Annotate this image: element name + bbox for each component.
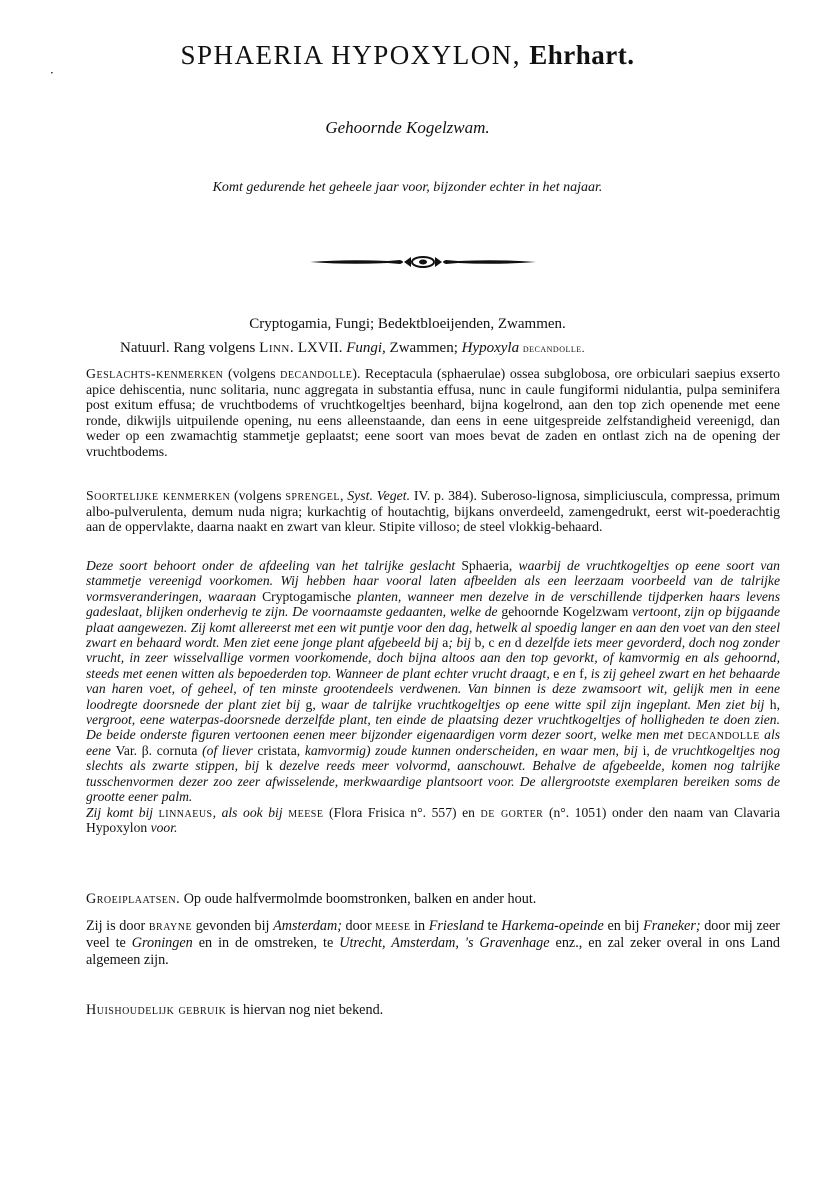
species-heading: Soortelijke kenmerken [86,488,231,503]
page-mark: · [50,66,54,80]
genus-heading: Geslachts-kenmerken [86,366,224,381]
genus-characteristics: Geslachts-kenmerken (volgens decandolle). Receptacula (sphaerulae) ossea subglobosa, ore orbiculari saepius exserto apice dehiscentia, nunc solitaria, nunc aggregata in substantia effusa, nunc in caule fungiformi nidulantia, pulpa seminifera post exitum effusa; de vruchtbodems of vruchtkogeltjes beenhard, bijna kogelrond, aan den top zich openende met eene ronde, dikwijls uitpuilende opening, nu eens alleenstaande, dan eens in eene uitgespreide zelfstandigheid vereenigd, dan weder op een zwamachtig stammetje geplaatst; eene soort van moes bevat de zaden en ontlast zich na de opening der vruchtbodems. [86,366,780,459]
ornament-divider-icon [308,254,538,270]
use-heading: Huishoudelijk gebruik [86,1002,227,1018]
habitat-heading: Groeiplaatsen. [86,891,181,907]
synonym-paragraph: Zij komt bij linnaeus, als ook bij meese (Flora Frisica n°. 557) en de gorter (n°. 1051) onder den naam van Clavaria Hypoxylon voor. [86,804,780,835]
dutch-name: Gehoornde Kogelzwam. [325,118,490,137]
order-line: Natuurl. Rang volgens Linn. LXVII. Fungi, Zwammen; Hypoxyla decandolle. [120,340,586,356]
description-paragraph: Deze soort behoort onder de afdeeling van het talrijke geslacht Sphaeria, waarbij de vruchtkogeltjes op eene soort van stammetje vereenigd voorkomen. Wij hebben haar vooral laten afbeelden als een leerzaam voorbeeld van de talrijke vormsveranderingen, waaraan Cryptogamische planten, wanneer men dezelve in de verschillende tijdperken haars levens gadeslaat, blijken onderhevig te zijn. De voornaamste gedaanten, welke de gehoornde Kogelzwam vertoont, zijn op bijgaande plaat aangewezen. Zij komt allereerst met een wit puntje voor den dag, hetwelk al spoedig langer en aan den voet van den steel zwart en behaard wordt. Men ziet eene jonge plant afgebeeld bij a; bij b, c en d dezelfde iets meer gevorderd, doch nog zonder vrucht, in zeer wisselvallige vormen voorkomende, doch bijna altoos aan den top gevorkt, of kamvormig en als gehoornd, steeds met eenen witten als bepoederden top. Wanneer de plant echter vrucht draagt, e en f, is zij geheel zwart en het behaarde van haren voet, of geheel, of ten minste grootendeels verdwenen. Van binnen is deze zwamsoort wit, gelijk men in eene loodregte doorsnede der plant ziet bij g, waar de talrijke vruchtkogeltjes op eene witte spil zijn ingeplant. Men ziet bij h, vergroot, eene waterpas-doorsnede derzelfde plant, ten einde de plaatsing dezer vruchtkogeltjes of holligheden te doen zien. De beide onderste figuren vertoonen eenen meer bijzonder eigenaardigen vorm dezer soort, welke men met decandolle als eene Var. β. cornuta (of liever cristata, kamvormig) zoude kunnen onderscheiden, en waar men, bij i, de vruchtkogeltjes nog slechts als zwarte stippen, bij k dezelve reeds meer volvormd, aanschouwt. Behalve de afgebeelde, komen nog talrijke tusschenvormen dezer zoo zeer afwisselende, merkwaardige plantsoort voor. De allergrootste exemplaren bereiken soms de grootte eener palm. [86,558,781,805]
species-characteristics: Soortelijke kenmerken (volgens sprengel, Syst. Veget. IV. p. 384). Suberoso-lignosa, simpliciuscula, compressa, primum albo-pulverulenta, demum nuda nigra; kurkachtig of houtachtig, bijkans onverdeeld, zamengedrukt, eerst wit-poederachtig aan de oppervlakte, daarna naakt en zwart van kleur. Stipite villoso; de steel vlokkig-behaard. [86,488,781,535]
localities: Zij is door brayne gevonden bij Amsterdam; door meese in Friesland te Harkema-opeinde en bij Franeker; door mij zeer veel te Groningen en in de omstreken, te Utrecht, Amsterdam, 's Gravenhage enz., en zal zeker overal in ons Land algemeen zijn. [86,918,781,968]
household-use: Huishoudelijk gebruik is hiervan nog niet bekend. [86,1002,384,1018]
class-line: Cryptogamia, Fungi; Bedektbloeijenden, Zwammen. [249,316,566,332]
species-description [86,558,780,835]
title-species: SPHAERIA HYPOXYLON, [180,40,522,70]
habitat: Groeiplaatsen. Op oude halfvermolmde boomstronken, balken en ander hout. [86,891,537,907]
page-title [0,40,815,71]
title-author: Ehrhart. [529,40,635,70]
season-note: Komt gedurende het geheele jaar voor, bijzonder echter in het najaar. [212,180,603,195]
